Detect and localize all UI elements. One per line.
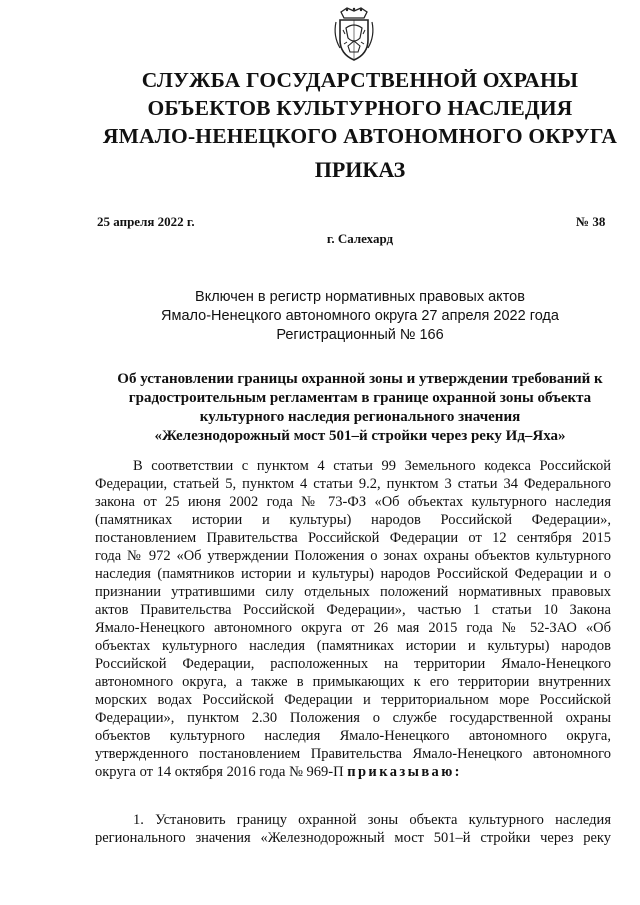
agency-name-line-3: ЯМАЛО-НЕНЕЦКОГО АВТОНОМНОГО ОКРУГА (102, 124, 618, 148)
subject-line-3: культурного наследия регионального значения (199, 409, 521, 425)
coat-of-arms-icon (331, 6, 377, 62)
order-number: № 38 (576, 214, 606, 229)
preamble-line-7: наследия (памятников истории и культуры) народов Российской Федерации и о (95, 566, 611, 582)
subject-line-1: Об установлении границы охранной зоны и утверждении требований к (117, 371, 603, 387)
preamble-line-3: закона от 25 июня 2002 года № 73-ФЗ «Об объектах культурного наследия (95, 494, 611, 510)
preamble-line-6: года № 972 «Об утверждении Положения о зонах охраны объектов культурного (95, 548, 611, 564)
preamble-line-12: Российской Федерации, расположенных на территории Ямало-Ненецкого (95, 656, 611, 672)
preamble-line-16: объектов культурного наследия Ямало-Ненецкого автономного округа, (95, 728, 611, 744)
issue-city: г. Салехард (326, 231, 394, 246)
subject-line-2: градостроительным регламентам в границе охранной зоны объекта (128, 390, 592, 406)
preamble-line-2: Федерации, статьей 5, пунктом 4 статьи 9.2, пунктом 3 статьи 34 Федерального (95, 476, 611, 492)
preamble-last-line (95, 763, 611, 781)
preamble-line-4: (памятниках истории и культуры) народов Российской Федерации», (95, 512, 611, 528)
registration-line-2: Ямало-Ненецкого автономного округа 27 апреля 2022 года (161, 308, 559, 324)
preamble-line-5: постановлением Правительства Российской Федерации от 12 сентября 2015 (95, 530, 611, 546)
registration-line-1: Включен в регистр нормативных правовых актов (195, 289, 525, 305)
decree-word: приказываю: (347, 764, 462, 780)
preamble-line-9: актов Правительства Российской Федерации», частью 1 статьи 10 Закона (95, 602, 611, 618)
item-1-line-1: 1. Установить границу охранной зоны объекта культурного наследия (133, 812, 611, 828)
preamble-line-17: утвержденного постановлением Правительства Ямало-Ненецкого автономного (95, 746, 611, 762)
preamble-line-8: признании утратившими силу отдельных положений нормативных правовых (95, 584, 611, 600)
subject-line-4: «Железнодорожный мост 501–й стройки через реку Ид–Яха» (154, 428, 566, 444)
registration-line-3: Регистрационный № 166 (276, 327, 444, 343)
preamble-line-1: В соответствии с пунктом 4 статьи 99 Земельного кодекса Российской (133, 458, 611, 474)
preamble-line-14: морских водах Российской Федерации и территориальном море Российской (95, 692, 611, 708)
preamble-line-13: автономного округа, а также в примыкающих к его территории внутренних (95, 674, 611, 690)
preamble-line-10: Ямало-Ненецкого автономного округа от 26 мая 2015 года № 52-ЗАО «Об (95, 620, 611, 636)
preamble-line-11: объектах культурного наследия (памятниках истории и культуры) народов (95, 638, 611, 654)
preamble-last-line-text: округа от 14 октября 2016 года № 969-П (95, 764, 344, 780)
item-1-line-2: регионального значения «Железнодорожный мост 501–й стройки через реку (95, 830, 611, 846)
agency-name-line-1: СЛУЖБА ГОСУДАРСТВЕННОЙ ОХРАНЫ (141, 68, 579, 92)
preamble-line-15: Федерации», пунктом 2.30 Положения о службе государственной охраны (95, 710, 611, 726)
agency-name-line-2: ОБЪЕКТОВ КУЛЬТУРНОГО НАСЛЕДИЯ (147, 96, 573, 120)
order-date: 25 апреля 2022 г. (97, 214, 195, 229)
document-type-title: ПРИКАЗ (314, 157, 406, 182)
